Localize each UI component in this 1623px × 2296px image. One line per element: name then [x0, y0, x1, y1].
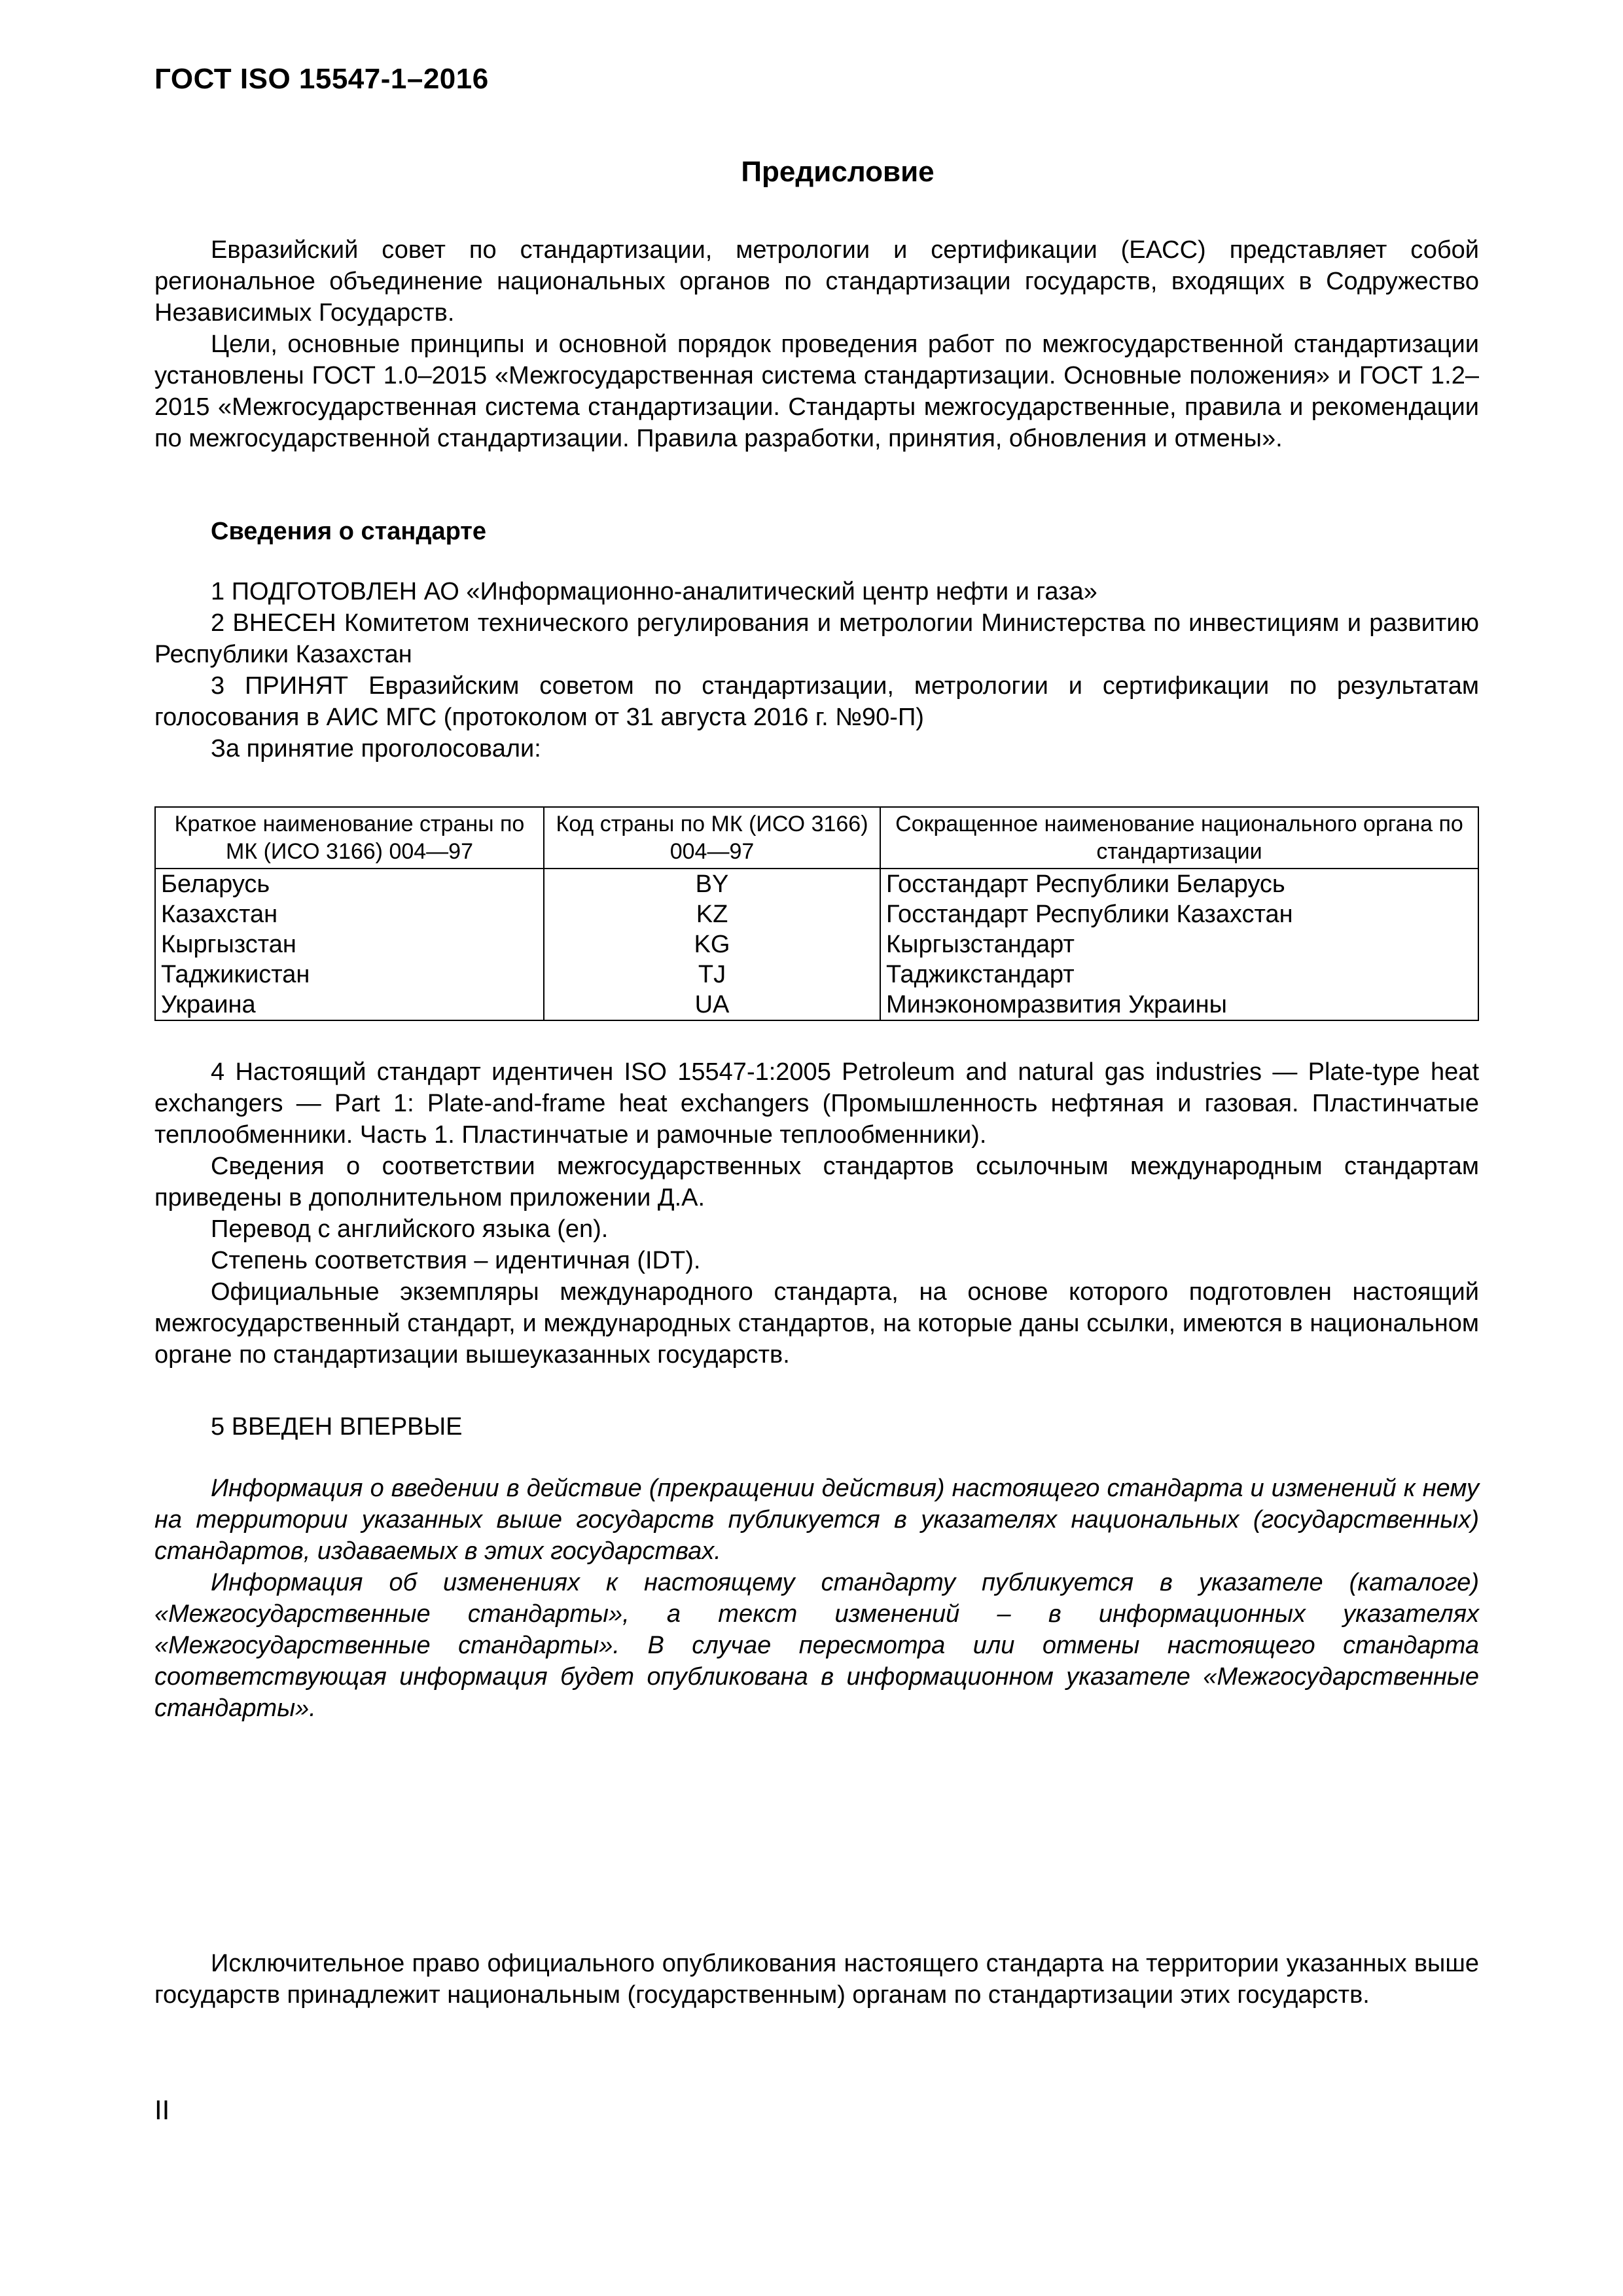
- cell-code: KG: [544, 929, 880, 960]
- page-title: [0, 156, 1623, 188]
- cell-code: UA: [544, 990, 880, 1020]
- table-row: [155, 899, 1478, 929]
- notice-paragraph-1: Информация о введении в действие (прекращении действия) настоящего стандарта и изменений к нему на территории указанных выше государств публикуется в указателях национальных (государственных) стандартов, издаваемых в этих государствах.: [154, 1475, 1479, 1565]
- voting-countries-table: [154, 806, 1479, 1021]
- page-title-text: Предисловие: [741, 156, 935, 188]
- cell-country: Беларусь: [155, 869, 544, 899]
- item-4-paragraph-2: Сведения о соответствии межгосударственных стандартов ссылочным международным стандартам приведены в дополнительном приложении Д.А.: [154, 1153, 1479, 1211]
- cell-country: Украина: [155, 990, 544, 1020]
- cell-code: KZ: [544, 899, 880, 929]
- item-5-text: 5 ВВЕДЕН ВПЕРВЫЕ: [211, 1413, 463, 1441]
- rights-paragraph: Исключительное право официального опубликования настоящего стандарта на территории указанных выше государств принадлежит национальным (государственным) органам по стандартизации этих государств.: [154, 1950, 1479, 2009]
- info-item-3: 3 ПРИНЯТ Евразийским советом по стандартизации, метрологии и сертификации по результатам голосования в АИС МГС (протоколом от 31 августа 2016 г. №90-П): [154, 672, 1479, 731]
- item-5-section: [154, 1411, 1479, 1443]
- info-item-2: 2 ВНЕСЕН Комитетом технического регулирования и метрологии Министерства по инвестициям и развитию Республики Казахстан: [154, 609, 1479, 668]
- item-4-paragraph-5: Официальные экземпляры международного стандарта, на основе которого подготовлен настоящий межгосударственный стандарт, и международных стандартов, на которые даны ссылки, имеются в национальном органе по стандартизации вышеуказанных государств.: [154, 1278, 1479, 1369]
- cell-country: Кыргызстан: [155, 929, 544, 960]
- cell-body: Кыргызстандарт: [880, 929, 1478, 960]
- cell-country: Казахстан: [155, 899, 544, 929]
- cell-country: Таджикистан: [155, 960, 544, 990]
- standard-info-items: [154, 576, 1479, 764]
- document-id-header: ГОСТ ISO 15547-1–2016: [154, 63, 489, 95]
- cell-code: TJ: [544, 960, 880, 990]
- intro-paragraph-2: Цели, основные принципы и основной порядок проведения работ по межгосударственной стандартизации установлены ГОСТ 1.0–2015 «Межгосударственная система стандартизации. Основные положения» и ГОСТ 1.2–2015 «Межгосударственная система стандартизации. Стандарты межгосударственные, правила и рекомендации по межгосударственной стандартизации. Правила разработки, принятия, обновления и отмены».: [154, 331, 1479, 452]
- rights-section: [154, 1948, 1479, 2011]
- table-row: [155, 990, 1478, 1020]
- header-standards-body: Сокращенное наименование национального органа по стандартизации: [880, 807, 1478, 869]
- notice-paragraph-2: Информация об изменениях к настоящему стандарту публикуется в указателе (каталоге) «Межгосударственные стандарты», а текст изменений – в информационных указателях «Межгосударственные стандарты». В случае пересмотра или отмены настоящего стандарта соответствующая информация будет опубликована в информационном указателе «Межгосударственные стандарты».: [154, 1569, 1479, 1722]
- voted-label: За принятие проголосовали:: [211, 735, 541, 762]
- notice-section: [154, 1473, 1479, 1724]
- table-row: [155, 929, 1478, 960]
- standard-info-heading: Сведения о стандарте: [211, 518, 487, 545]
- table-header-row: [155, 807, 1478, 869]
- intro-paragraph-1: Евразийский совет по стандартизации, метрологии и сертификации (ЕАСС) представляет собой региональное объединение национальных органов по стандартизации государств, входящих в Содружество Независимых Государств.: [154, 236, 1479, 327]
- header-country-name: Краткое наименование страны по МК (ИСО 3166) 004—97: [155, 807, 544, 869]
- item-4-section: [154, 1056, 1479, 1371]
- header-country-code: Код страны по МК (ИСО 3166) 004—97: [544, 807, 880, 869]
- item-4-paragraph-3: Перевод с английского языка (en).: [211, 1215, 609, 1243]
- cell-body: Таджикстандарт: [880, 960, 1478, 990]
- intro-section: [154, 234, 1479, 454]
- cell-body: Госстандарт Республики Казахстан: [880, 899, 1478, 929]
- cell-body: Госстандарт Республики Беларусь: [880, 869, 1478, 899]
- cell-body: Минэкономразвития Украины: [880, 990, 1478, 1020]
- item-4-paragraph-1: 4 Настоящий стандарт идентичен ISO 15547-1:2005 Petroleum and natural gas industries — Plate-type heat exchangers — Part 1: Plate-and-frame heat exchangers (Промышленность нефтяная и газовая. Пластинчатые теплообменники. Часть 1. Пластинчатые и рамочные теплообменники).: [154, 1058, 1479, 1149]
- standard-info-section: [154, 516, 1479, 547]
- table-row: [155, 869, 1478, 899]
- item-4-paragraph-4: Степень соответствия – идентичная (IDT).: [211, 1247, 701, 1274]
- table-row: [155, 960, 1478, 990]
- info-item-1: 1 ПОДГОТОВЛЕН АО «Информационно-аналитический центр нефти и газа»: [211, 578, 1097, 605]
- cell-code: BY: [544, 869, 880, 899]
- page-number: II: [154, 2094, 170, 2125]
